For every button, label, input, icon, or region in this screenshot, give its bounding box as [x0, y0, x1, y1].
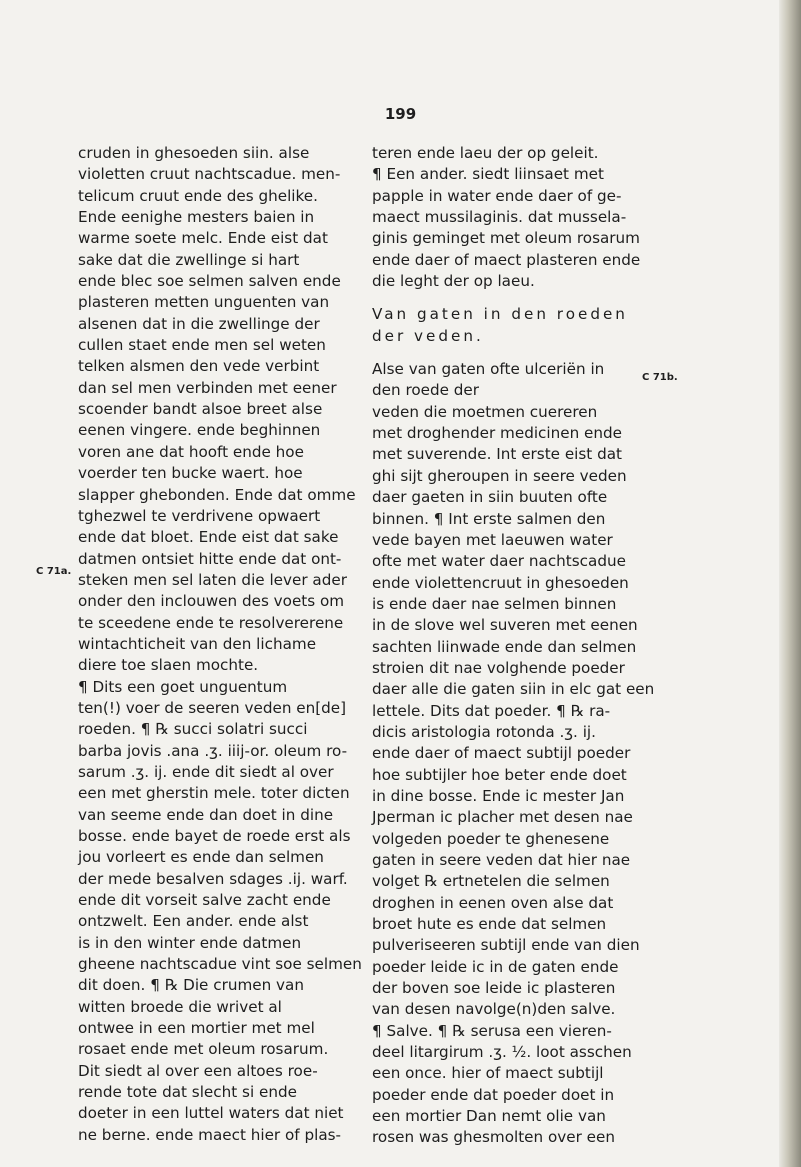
left-text-column [78, 143, 362, 1146]
text-line: hoe subtijler hoe beter ende doet [372, 765, 627, 784]
text-line: doeter in een luttel waters dat niet [78, 1104, 344, 1123]
text-line: Ende eenighe mesters baien in [78, 208, 315, 227]
text-line: ontwee in een mortier met mel [78, 1019, 315, 1038]
margin-note-left: C 71a. [36, 566, 72, 577]
text-line: jou vorleert es ende dan selmen [78, 848, 324, 867]
text-line: plasteren metten unguenten van [78, 293, 330, 312]
text-line: van desen navolge(n)den salve. [372, 1000, 616, 1019]
text-line: violetten cruut nachtscadue. men- [78, 165, 341, 184]
text-line: in de slove wel suveren met eenen [372, 616, 638, 635]
text-line: poeder ende dat poeder doet in [372, 1085, 615, 1104]
text-line: ende daer of maect subtijl poeder [372, 744, 631, 763]
text-line: is in den winter ende datmen [78, 933, 302, 952]
text-line: daer gaeten in siin buuten ofte [372, 488, 608, 507]
text-line: ende blec soe selmen salven ende [78, 272, 341, 291]
text-line: rosen was ghesmolten over een [372, 1128, 615, 1147]
text-line: ¶ Salve. ¶ ℞ serusa een vieren- [372, 1021, 612, 1040]
section-gap [372, 292, 632, 304]
text-line: telicum cruut ende des ghelike. [78, 186, 318, 205]
right-paragraph-group [372, 359, 655, 1149]
text-line: datmen ontsiet hitte ende dat ont- [78, 549, 342, 568]
text-line: cullen staet ende men sel weten [78, 336, 326, 355]
text-line: ofte met water daer nachtscadue [372, 552, 626, 571]
text-line: pulveriseeren subtijl ende van dien [372, 936, 640, 955]
text-line: telken alsmen den vede verbint [78, 357, 320, 376]
text-line: der mede besalven sdages .ij. warf. [78, 869, 348, 888]
text-line: ende violettencruut in ghesoeden [372, 573, 629, 592]
text-line: van seeme ende dan doet in dine [78, 805, 334, 824]
text-line: dicis aristologia rotonda .ʒ. ij. [372, 722, 596, 741]
text-line: ne berne. ende maect hier of plas- [78, 1125, 342, 1144]
margin-note-right: C 71b. [642, 372, 678, 383]
text-line: gaten in seere veden dat hier nae [372, 851, 631, 869]
text-line: te sceedene ende te resolvererene [78, 613, 344, 632]
text-line: Dit siedt al over een altoes roe- [78, 1061, 318, 1080]
text-line: ende daer of maect plasteren ende [372, 250, 641, 269]
text-line: een once. hier of maect subtijl [372, 1064, 604, 1083]
text-line: rosaet ende met oleum rosarum. [78, 1040, 329, 1059]
text-line: een met gherstin mele. toter dicten [78, 784, 350, 803]
text-line: Alse van gaten ofte ulceriën in [372, 360, 605, 379]
text-line: ende dat bloet. Ende eist dat sake [78, 528, 339, 547]
text-line: der veden. [372, 326, 484, 345]
book-binding-edge [779, 0, 801, 1167]
text-line: binnen. ¶ Int erste salmen den [372, 509, 606, 528]
text-line: cruden in ghesoeden siin. alse [78, 144, 310, 162]
right-text-column [372, 143, 655, 1149]
text-line: onder den inclouwen des voets om [78, 592, 345, 611]
text-line: barba jovis .ana .ʒ. iiij-or. oleum ro- [78, 741, 348, 760]
text-line: steken men sel laten die lever ader [78, 570, 347, 589]
text-line: scoender bandt alsoe breet alse [78, 400, 323, 419]
text-line: lettele. Dits dat poeder. ¶ ℞ ra- [372, 701, 611, 720]
text-line: Van gaten in den roeden [372, 305, 628, 324]
text-line: met suverende. Int erste eist dat [372, 445, 622, 464]
right-paragraph-group [372, 143, 641, 292]
text-line: veden die moetmen cuereren [372, 402, 598, 421]
text-line: sachten liinwade ende dan selmen [372, 637, 637, 656]
text-line: wintachticheit van den lichame [78, 634, 317, 653]
text-line: warme soete melc. Ende eist dat [78, 229, 328, 248]
text-line: dan sel men verbinden met eener [78, 378, 337, 397]
text-line: volgeden poeder te ghenesene [372, 829, 610, 848]
text-line: rende tote dat slecht si ende [78, 1083, 297, 1102]
text-line: witten broede die wrivet al [78, 997, 282, 1016]
text-line: alsenen dat in die zwellinge der [78, 314, 320, 333]
text-line: vede bayen met laeuwen water [372, 530, 613, 549]
page-number: 199 [384, 105, 417, 123]
text-line: papple in water ende daer of ge- [372, 186, 622, 205]
text-line: droghen in eenen oven alse dat [372, 893, 614, 912]
text-line: deel litargirum .ʒ. ½. loot asschen [372, 1043, 632, 1062]
text-line: voerder ten bucke waert. hoe [78, 464, 303, 483]
text-line: ontzwelt. Een ander. ende alst [78, 912, 309, 931]
text-line: die leght der op laeu. [372, 272, 535, 291]
text-line: eenen vingere. ende beghinnen [78, 421, 321, 440]
text-line: ghi sijt gheroupen in seere veden [372, 466, 627, 485]
text-line: voren ane dat hooft ende hoe [78, 442, 304, 461]
text-line: broet hute es ende dat selmen [372, 915, 607, 934]
text-line: den roede der [372, 381, 480, 400]
text-line: gheene nachtscadue vint soe selmen [78, 955, 362, 974]
text-line: ¶ Een ander. siedt liinsaet met [372, 165, 604, 184]
text-line: ¶ Dits een goet unguentum [78, 677, 288, 696]
text-line: poeder leide ic in de gaten ende [372, 957, 619, 976]
section-gap [372, 347, 632, 359]
text-line: roeden. ¶ ℞ succi solatri succi [78, 720, 308, 739]
text-line: in dine bosse. Ende ic mester Jan [372, 786, 625, 805]
text-line: der boven soe leide ic plasteren [372, 979, 616, 998]
text-line: sake dat die zwellinge si hart [78, 250, 300, 269]
text-line: bosse. ende bayet de roede erst als [78, 827, 351, 845]
text-line: tghezwel te verdrivene opwaert [78, 506, 321, 525]
text-line: sarum .ʒ. ij. ende dit siedt al over [78, 762, 334, 781]
text-line: daer alle die gaten siin in elc gat een [372, 680, 655, 699]
text-line: stroien dit nae volghende poeder [372, 658, 625, 677]
section-heading [372, 304, 632, 347]
text-line: diere toe slaen mochte. [78, 656, 259, 675]
text-line: volget ℞ ertnetelen die selmen [372, 872, 610, 891]
text-line: slapper ghebonden. Ende dat omme [78, 485, 356, 504]
text-line: is ende daer nae selmen binnen [372, 594, 617, 613]
text-line: ende dit vorseit salve zacht ende [78, 891, 331, 910]
text-line: met droghender medicinen ende [372, 424, 623, 443]
text-line: dit doen. ¶ ℞ Die crumen van [78, 976, 304, 995]
text-line: teren ende laeu der op geleit. [372, 144, 599, 162]
text-line: een mortier Dan nemt olie van [372, 1107, 606, 1126]
text-line: ginis geminget met oleum rosarum [372, 229, 640, 248]
text-line: ten(!) voer de seeren veden en[de] [78, 698, 347, 717]
text-line: maect mussilaginis. dat mussela- [372, 208, 627, 227]
text-line: Jperman ic placher met desen nae [372, 808, 633, 827]
